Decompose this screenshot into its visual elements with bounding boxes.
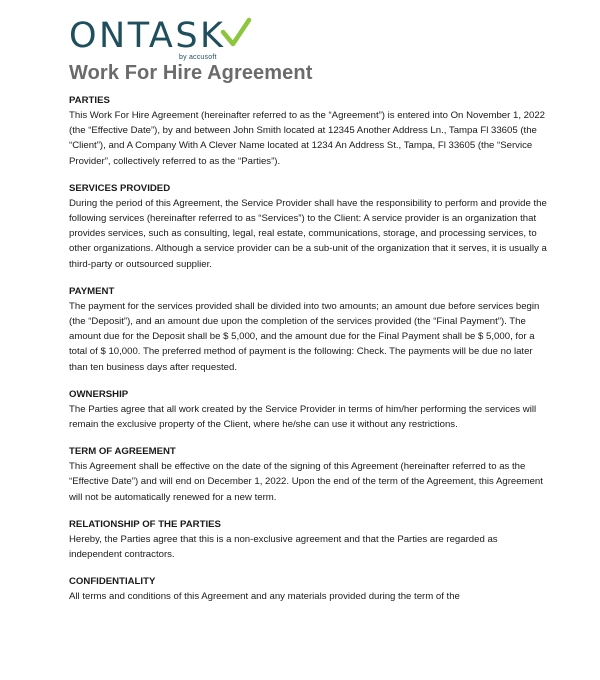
logo-byline: by accusoft bbox=[179, 54, 217, 61]
section-payment bbox=[69, 285, 549, 375]
section-heading: TERM OF AGREEMENT bbox=[69, 446, 176, 458]
section-text: During the period of this Agreement, the Service Provider shall have the responsibility to perform and provide the following services (hereinafter referred to as “Services”) to the Client: A service provider is an organization that provides services, such as consulting, legal, real estate, communications, storage, and processing services, to other organizations. Although a service provider can be a sub-unit of the organization that it serves, it is usually a third-party or outsourced supplier. bbox=[69, 197, 547, 270]
section-heading: PARTIES bbox=[69, 95, 110, 106]
section-ownership bbox=[69, 388, 549, 432]
section-relationship-of-parties bbox=[69, 518, 549, 562]
section-text: This Agreement shall be effective on the date of the signing of this Agreement (hereinafter referred to as the “Effective Date”) and will end on December 1, 2022. Upon the end of the term of the Agreement, this Agreement will not be automatically renewed for a new term. bbox=[69, 461, 543, 503]
section-heading: RELATIONSHIP OF THE PARTIES bbox=[69, 518, 221, 530]
document-title: Work For Hire Agreement bbox=[69, 62, 313, 84]
section-heading: SERVICES PROVIDED bbox=[69, 182, 171, 194]
agreement-body bbox=[69, 94, 549, 617]
section-heading: PAYMENT bbox=[69, 285, 115, 297]
logo-wordmark: ONTASK bbox=[69, 16, 226, 56]
section-heading: OWNERSHIP bbox=[69, 388, 129, 400]
ontask-logo bbox=[69, 14, 269, 64]
section-text: The payment for the services provided shall be divided into two amounts; an amount due before services begin (the “Deposit”), and an amount due upon the completion of the services provided (the “Final Payment”). The amount due for the Deposit shall be $ 5,000, and the amount due for the Final Payment shall be $ 5,000, for a total of $ 10,000. The preferred method of payment is the following: Check. The payments will be due no later than ten business days after requested. bbox=[69, 300, 540, 373]
section-heading: CONFIDENTIALITY bbox=[69, 576, 156, 588]
checkmark-icon bbox=[219, 16, 253, 50]
section-text: The Parties agree that all work created by the Service Provider in terms of him/her performing the services will remain the exclusive property of the Client, where he/she can use it without any restrictions. bbox=[69, 403, 537, 431]
section-text: This Work For Hire Agreement (hereinafter referred to as the “Agreement”) is entered into On November 1, 2022 (the “Effective Date”), by and between John Smith located at 12345 Another Address Ln., Tampa Fl 33605 (the “Client”), and A Company With A Clever Name located at 1234 An Address St., Tampa, Fl 33605 (the “Service Provider”, collectively referred to as the “Parties”). bbox=[69, 110, 545, 167]
section-services-provided bbox=[69, 182, 549, 272]
section-confidentiality bbox=[69, 575, 549, 604]
section-text: All terms and conditions of this Agreement and any materials provided during the term of the bbox=[69, 591, 460, 603]
section-text: Hereby, the Parties agree that this is a non-exclusive agreement and that the Parties are regarded as independent contractors. bbox=[69, 533, 498, 561]
section-term-of-agreement bbox=[69, 445, 549, 505]
section-parties bbox=[69, 94, 549, 169]
